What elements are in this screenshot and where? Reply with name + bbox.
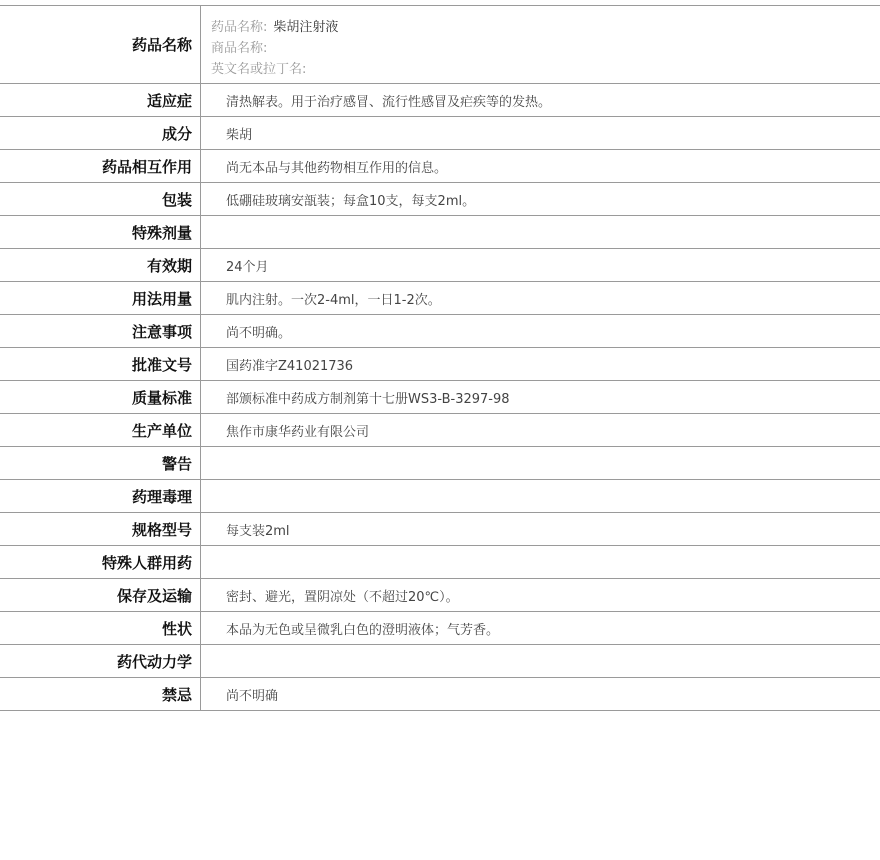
specification-row <box>0 513 880 546</box>
row-value <box>201 216 880 249</box>
name-value: 柴胡注射液 <box>273 20 339 35</box>
row-value: 每支装2ml <box>201 513 880 546</box>
row-value <box>201 480 880 513</box>
precautions-row <box>0 315 880 348</box>
row-label: 特殊人群用药 <box>0 546 201 579</box>
row-label: 质量标准 <box>0 381 201 414</box>
row-label: 包装 <box>0 183 201 216</box>
row-label: 有效期 <box>0 249 201 282</box>
drug-name-row <box>0 6 880 84</box>
row-value <box>201 447 880 480</box>
drug-spec-table <box>0 5 880 711</box>
manufacturer-row <box>0 414 880 447</box>
row-value: 尚不明确 <box>201 678 880 711</box>
warning-row <box>0 447 880 480</box>
row-label: 批准文号 <box>0 348 201 381</box>
packaging-row <box>0 183 880 216</box>
row-label: 注意事项 <box>0 315 201 348</box>
special-population-row <box>0 546 880 579</box>
dosage-row <box>0 282 880 315</box>
row-value: 清热解表。用于治疗感冒、流行性感冒及疟疾等的发热。 <box>201 84 880 117</box>
quality-standard-row <box>0 381 880 414</box>
row-value <box>201 645 880 678</box>
special-dosage-row <box>0 216 880 249</box>
row-value: 国药准字Z41021736 <box>201 348 880 381</box>
indication-row <box>0 84 880 117</box>
row-value: 焦作市康华药业有限公司 <box>201 414 880 447</box>
interactions-row <box>0 150 880 183</box>
row-label: 性状 <box>0 612 201 645</box>
pharmacokinetics-row <box>0 645 880 678</box>
row-label: 药代动力学 <box>0 645 201 678</box>
row-value: 柴胡 <box>201 117 880 150</box>
row-label: 保存及运输 <box>0 579 201 612</box>
pharmacology-row <box>0 480 880 513</box>
shelf-life-row <box>0 249 880 282</box>
row-value: 本品为无色或呈微乳白色的澄明液体；气芳香。 <box>201 612 880 645</box>
row-value: 肌内注射。一次2-4ml，一日1-2次。 <box>201 282 880 315</box>
name-key: 商品名称: <box>211 41 268 56</box>
drug-name-line <box>211 17 880 38</box>
name-key: 药品名称: <box>211 20 268 35</box>
row-label: 成分 <box>0 117 201 150</box>
row-label: 药品名称 <box>0 6 201 84</box>
row-value: 密封、避光，置阴凉处（不超过20℃）。 <box>201 579 880 612</box>
drug-name-cell <box>201 6 880 84</box>
trade-name-line <box>211 38 880 59</box>
row-value <box>201 546 880 579</box>
row-label: 禁忌 <box>0 678 201 711</box>
storage-row <box>0 579 880 612</box>
row-label: 规格型号 <box>0 513 201 546</box>
row-label: 特殊剂量 <box>0 216 201 249</box>
row-label: 用法用量 <box>0 282 201 315</box>
row-value: 部颁标准中药成方制剂第十七册WS3-B-3297-98 <box>201 381 880 414</box>
row-label: 警告 <box>0 447 201 480</box>
row-value: 尚不明确。 <box>201 315 880 348</box>
row-label: 适应症 <box>0 84 201 117</box>
row-value: 低硼硅玻璃安瓿装；每盒10支，每支2ml。 <box>201 183 880 216</box>
row-value: 尚无本品与其他药物相互作用的信息。 <box>201 150 880 183</box>
approval-number-row <box>0 348 880 381</box>
name-key: 英文名或拉丁名: <box>211 62 307 77</box>
row-label: 药理毒理 <box>0 480 201 513</box>
row-label: 药品相互作用 <box>0 150 201 183</box>
latin-name-line <box>211 59 880 80</box>
contraindications-row <box>0 678 880 711</box>
row-value: 24个月 <box>201 249 880 282</box>
appearance-row <box>0 612 880 645</box>
ingredients-row <box>0 117 880 150</box>
row-label: 生产单位 <box>0 414 201 447</box>
